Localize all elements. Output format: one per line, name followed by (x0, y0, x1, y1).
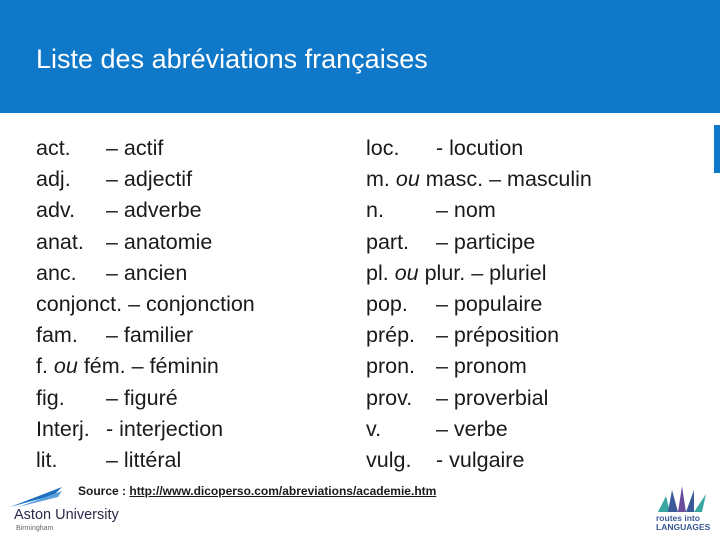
meaning: – ancien (106, 260, 188, 285)
ou-connector: ou (394, 260, 419, 285)
meaning: – adverbe (106, 198, 202, 223)
list-item (36, 133, 336, 164)
meaning: – pluriel (471, 260, 547, 285)
meaning: - locution (436, 136, 524, 160)
aston-university-name: Aston University (14, 507, 119, 523)
source-citation (78, 484, 436, 498)
meaning: – préposition (436, 323, 560, 348)
list-item (36, 164, 336, 195)
list-item (36, 258, 336, 289)
abbreviation: conjonct. (36, 292, 123, 317)
meaning: – pronom (436, 354, 527, 379)
list-item (366, 320, 696, 351)
abbreviation: prép. (366, 323, 416, 348)
edge-mark (714, 113, 720, 173)
list-item (366, 133, 696, 164)
meaning: – conjonction (128, 292, 255, 317)
abbreviation: act. (36, 136, 71, 160)
routes-flower-icon (652, 482, 714, 514)
list-item (36, 414, 336, 445)
routes-line-2: LANGUAGES (656, 522, 711, 532)
abbreviation: prov. (366, 385, 413, 410)
abbreviation: anat. (36, 229, 84, 254)
abbreviation-part: masc. (419, 167, 484, 192)
meaning: - interjection (106, 416, 224, 441)
abbreviation (36, 351, 126, 382)
list-item (366, 383, 696, 414)
routes-line-1: routes into (656, 513, 700, 523)
list-item (366, 258, 696, 289)
source-link[interactable]: http://www.dicoperso.com/abreviations/academie.htm (129, 484, 437, 498)
abbreviation: pop. (366, 292, 408, 317)
right-abbreviation-list (366, 133, 696, 476)
abbreviation-part: m. (366, 167, 396, 192)
routes-into-languages-logo (652, 482, 714, 536)
abbreviation-part: f. (36, 354, 54, 379)
aston-swoosh-icon (8, 485, 68, 509)
meaning: – participe (436, 229, 536, 254)
meaning: – actif (106, 136, 164, 160)
abbreviation-part: fém. (77, 354, 126, 379)
meaning: – familier (106, 323, 194, 348)
meaning: – proverbial (436, 385, 549, 410)
abbreviation: pron. (366, 354, 416, 379)
ou-connector: ou (395, 167, 420, 192)
source-label: Source : (78, 484, 130, 498)
list-item (366, 164, 696, 195)
meaning: – littéral (106, 448, 182, 473)
list-item (366, 445, 696, 476)
abbreviation: vulg. (366, 448, 412, 473)
abbreviation: v. (366, 416, 382, 441)
abbreviation: fig. (36, 385, 65, 410)
abbreviation: fam. (36, 323, 78, 348)
list-item (366, 227, 696, 258)
meaning: – anatomie (106, 229, 213, 254)
abbreviation-part: plur. (418, 260, 466, 285)
aston-city: Birmingham (16, 525, 54, 532)
meaning: – adjectif (106, 167, 193, 192)
meaning: – nom (436, 198, 496, 223)
abbreviation: n. (366, 198, 384, 223)
list-item (36, 383, 336, 414)
abbreviation: adj. (36, 167, 71, 192)
title-bar (0, 0, 720, 113)
list-item (36, 227, 336, 258)
list-item (36, 195, 336, 226)
meaning: – figuré (106, 385, 178, 410)
abbreviation: lit. (36, 448, 58, 473)
meaning: – féminin (131, 354, 219, 379)
list-item (366, 414, 696, 445)
list-item (366, 289, 696, 320)
meaning: – masculin (489, 167, 592, 192)
list-item (366, 351, 696, 382)
meaning: – verbe (436, 416, 508, 441)
routes-wordmark (656, 514, 710, 532)
slide-title: Liste des abréviations françaises (36, 44, 428, 74)
abbreviation-part: pl. (366, 260, 395, 285)
list-item (366, 195, 696, 226)
list-item (36, 320, 336, 351)
meaning: – populaire (436, 292, 543, 317)
abbreviation: loc. (366, 136, 400, 160)
aston-university-logo (8, 485, 128, 535)
list-item (36, 351, 336, 382)
list-item (36, 445, 336, 476)
meaning: - vulgaire (436, 448, 525, 473)
left-abbreviation-list (36, 133, 336, 476)
abbreviation (366, 258, 465, 289)
abbreviation: Interj. (36, 416, 90, 441)
abbreviation: anc. (36, 260, 77, 285)
abbreviation: part. (366, 229, 410, 254)
abbreviation: adv. (36, 198, 76, 223)
list-item (36, 289, 336, 320)
abbreviation (366, 164, 483, 195)
ou-connector: ou (53, 354, 78, 379)
